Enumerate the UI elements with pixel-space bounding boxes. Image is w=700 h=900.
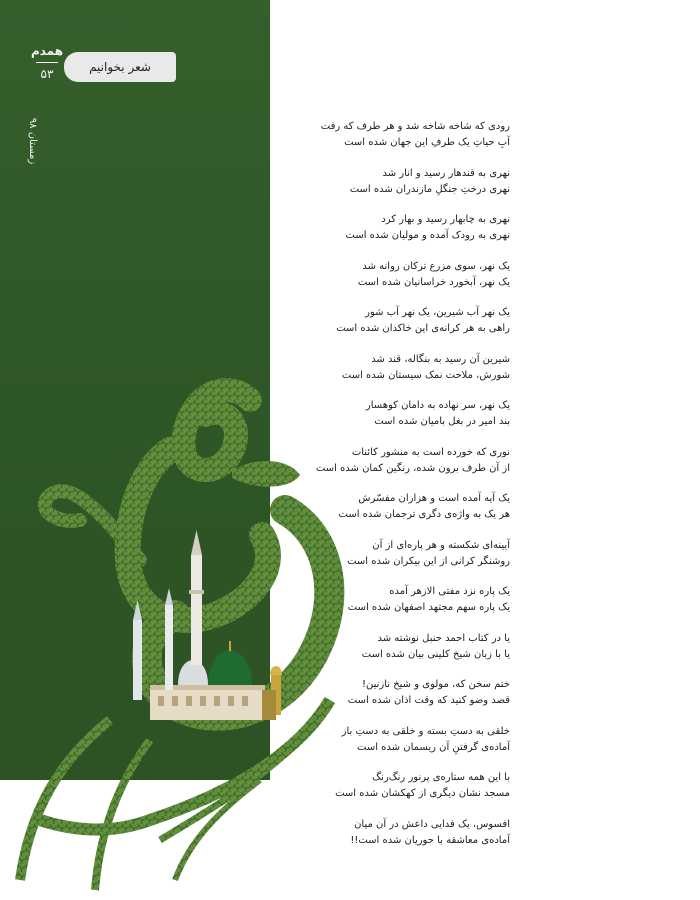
poem-line: با این همه ستاره‌ی پرنور رنگ‌رنگ bbox=[372, 772, 510, 783]
poem-line: نهری درختِ جنگلِ مازندران شده است bbox=[349, 183, 510, 195]
poem-stanza bbox=[210, 770, 510, 802]
poem-line: یک نهر، سوی مزرع ترکان روانه شد bbox=[362, 260, 510, 272]
journal-logo: همدم bbox=[30, 44, 64, 58]
poem-line: یک پاره نزد مفتی الازهر آمده bbox=[389, 586, 510, 597]
poem-line: راهی به هر کرانه‌ی این خاکدان شده است bbox=[336, 323, 510, 334]
poem-stanza bbox=[210, 398, 510, 430]
poem-line: بند امیر در بغل بامیان شده است bbox=[374, 416, 510, 427]
issue-season: زمستان ۹۸ bbox=[27, 117, 38, 165]
poem-stanza bbox=[210, 584, 510, 616]
poem-stanza bbox=[210, 119, 510, 151]
poem-line: یا با زبان شیخ کلینی بیان شده است bbox=[361, 648, 510, 660]
section-title-tab: شعر بخوانیم bbox=[64, 52, 176, 82]
masthead-divider bbox=[36, 62, 58, 63]
poem-line: یک آیه آمده است و هزاران مفسّرش bbox=[358, 493, 510, 504]
poem-line: آبِ حیاتِ یک طرفِ این جهان شده است bbox=[344, 137, 510, 148]
poem-stanza bbox=[210, 259, 510, 291]
poem-line: یک پاره سهم مجتهد اصفهان شده است bbox=[347, 602, 510, 613]
poem-stanza bbox=[210, 352, 510, 384]
poem-line: یا در کتاب احمد حنبل نوشته شد bbox=[377, 632, 510, 644]
poem-stanza bbox=[210, 677, 510, 709]
poem-line: رودی که شاخه شاخه شد و هر طرف که رفت bbox=[320, 121, 510, 132]
poem-line: نوری که خورده است به منشور کائنات bbox=[351, 446, 510, 458]
poem-stanza bbox=[210, 631, 510, 663]
poem-line: مسجد نشان دیگری از کهکشان شده است bbox=[335, 788, 510, 799]
poem-line: آماده‌ی معاشقه با حوریان شده است!! bbox=[350, 834, 510, 846]
poem-line: شیرین آن رسید به بنگاله، قند شد bbox=[371, 353, 510, 365]
poem-line: نهری به قندهار رسید و انار شد bbox=[382, 167, 510, 179]
poem-line: یک نهر، آبخورد خراسانیان شده است bbox=[357, 276, 510, 288]
minaret-tall bbox=[191, 555, 202, 665]
poem-body bbox=[210, 119, 510, 863]
calligraphy-tail-2 bbox=[95, 740, 150, 890]
poem-line: قصد وضو کنید که وقت اذان شده است bbox=[347, 695, 510, 706]
journal-masthead bbox=[27, 44, 64, 165]
poem-stanza bbox=[210, 212, 510, 244]
poem-line: آیینه‌ای شکسته و هر پاره‌ای از آن bbox=[372, 539, 510, 551]
poem-line: نهری به رودک آمده و مولیان شده است bbox=[345, 230, 510, 241]
poem-stanza bbox=[210, 166, 510, 198]
poem-line: افسوس، یک فدایی داعش در آن میان bbox=[354, 818, 510, 830]
poem-stanza bbox=[210, 491, 510, 523]
poem-line: ختم سخن که، مولوی و شیخ نازنین! bbox=[361, 679, 510, 690]
poem-line: از آن طرف برون شده، رنگین کمان شده است bbox=[315, 462, 510, 474]
poem-stanza bbox=[210, 817, 510, 849]
poem-line: خلقی به دستِ بسته و خلقی به دستِ باز bbox=[341, 725, 510, 737]
poem-line: روشنگر کرانی از این بیکران شده است bbox=[347, 555, 510, 567]
poem-stanza bbox=[210, 538, 510, 570]
poem-line: نهری به چابهار رسید و بهار کرد bbox=[381, 214, 510, 225]
poem-line: آماده‌ی گرفتنِ آن ریسمان شده است bbox=[357, 741, 510, 753]
page-number: ۵۳ bbox=[40, 67, 54, 81]
poem-line: یک نهر، سر نهاده به دامان کوهسار bbox=[365, 400, 510, 411]
minaret-center bbox=[165, 605, 173, 690]
minaret-left bbox=[133, 620, 142, 700]
poem-stanza bbox=[210, 724, 510, 756]
poem-stanza bbox=[210, 305, 510, 337]
poem-line: هر یک به واژه‌ی دگری ترجمان شده است bbox=[338, 509, 510, 520]
poem-line: یک نهر آب شیرین، یک نهر آب شور bbox=[365, 307, 510, 318]
poem-line: شورش، ملاحت نمک سیستان شده است bbox=[341, 369, 510, 381]
poem-stanza bbox=[210, 445, 510, 477]
